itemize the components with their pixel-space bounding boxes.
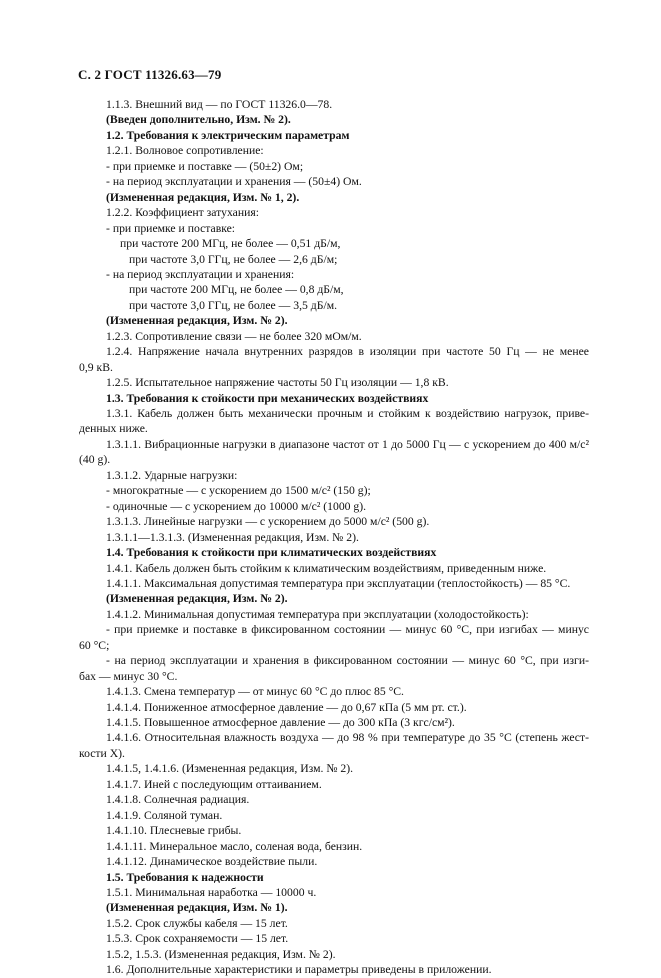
- text-line: 1.4.1.4. Пониженное атмосферное давление — до 0,67 кПа (5 мм рт. ст.).: [106, 700, 467, 714]
- text-line: - многократные — с ускорением до 1500 м/с² (150 g);: [106, 484, 371, 498]
- text-line: 1.2.5. Испытательное напряжение частоты 50 Гц изоляции — 1,8 кВ.: [106, 376, 449, 390]
- text-line: 1.5.3. Срок сохраняемости — 15 лет.: [106, 932, 289, 946]
- text-line: 1.5.2. Срок службы кабеля — 15 лет.: [106, 916, 288, 930]
- text-line: при частоте 200 МГц, не более — 0,51 дБ/м,: [120, 237, 341, 251]
- text-line: (Измененная редакция, Изм. № 1, 2).: [106, 190, 300, 204]
- text-line: 1.5. Требования к надежности: [106, 870, 264, 884]
- text-line: 1.2.2. Коэффициент затухания:: [106, 206, 259, 220]
- text-line: - при приемке и поставке — (50±2) Ом;: [106, 159, 304, 173]
- text-line: (Введен дополнительно, Изм. № 2).: [106, 113, 291, 127]
- text-line: 0,9 кВ.: [79, 360, 113, 374]
- text-line: (Измененная редакция, Изм. № 2).: [106, 314, 288, 328]
- text-line: - одиночные — с ускорением до 10000 м/с² (1000 g).: [106, 499, 367, 513]
- text-line: 1.3.1.2. Ударные нагрузки:: [106, 468, 238, 482]
- text-line: 1.4.1.7. Иней с последующим оттаиванием.: [106, 777, 322, 791]
- text-line: 1.3.1.1—1.3.1.3. (Измененная редакция, Изм. № 2).: [106, 530, 359, 544]
- text-line: 60 °С;: [79, 638, 110, 652]
- text-line: 1.2.1. Волновое сопротивление:: [106, 144, 264, 158]
- text-line: - при приемке и поставке в фиксированном состоянии — минус 60 °С, при изгибах — минус: [106, 623, 589, 637]
- text-line: при частоте 3,0 ГГц, не более — 2,6 дБ/м;: [129, 252, 338, 266]
- text-line: при частоте 3,0 ГГц, не более — 3,5 дБ/м.: [129, 298, 338, 312]
- text-line: 1.4.1.10. Плесневые грибы.: [106, 824, 242, 838]
- text-line: 1.4.1.3. Смена температур — от минус 60 °С до плюс 85 °С.: [106, 685, 404, 699]
- text-line: денных ниже.: [79, 422, 148, 436]
- text-line: 1.4.1.11. Минеральное масло, соленая вода, бензин.: [106, 839, 363, 853]
- text-line: (40 g).: [79, 453, 111, 467]
- text-line: - на период эксплуатации и хранения — (50±4) Ом.: [106, 175, 362, 189]
- page-header: С. 2 ГОСТ 11326.63—79: [78, 67, 222, 82]
- text-line: 1.4.1.5. Повышенное атмосферное давление — до 300 кПа (3 кгс/см²).: [106, 716, 455, 729]
- text-line: 1.2. Требования к электрическим параметрам: [106, 128, 350, 142]
- text-line: бах — минус 30 °С.: [79, 669, 178, 683]
- text-line: - на период эксплуатации и хранения в фиксированном состоянии — минус 60 °С, при изги-: [106, 654, 589, 668]
- text-line: 1.3.1. Кабель должен быть механически прочным и стойким к воздействию нагрузок, приве-: [106, 407, 589, 420]
- text-line: (Измененная редакция, Изм. № 2).: [106, 592, 288, 606]
- text-line: 1.1.3. Внешний вид — по ГОСТ 11326.0—78.: [106, 98, 333, 111]
- text-line: 1.4.1.5, 1.4.1.6. (Измененная редакция, Изм. № 2).: [106, 762, 354, 776]
- text-line: 1.2.4. Напряжение начала внутренних разрядов в изоляции при частоте 50 Гц — не менее: [106, 345, 589, 359]
- text-line: 1.3.1.3. Линейные нагрузки — с ускорением до 5000 м/с² (500 g).: [106, 515, 430, 529]
- text-line: 1.5.1. Минимальная наработка — 10000 ч.: [106, 885, 317, 899]
- text-line: 1.6. Дополнительные характеристики и параметры приведены в приложении.: [106, 963, 492, 977]
- text-line: - на период эксплуатации и хранения:: [106, 267, 295, 281]
- text-line: 1.4.1.2. Минимальная допустимая температура при эксплуатации (холодостойкость):: [106, 607, 529, 621]
- text-line: 1.2.3. Сопротивление связи — не более 320 мОм/м.: [106, 329, 362, 343]
- text-line: 1.3.1.1. Вибрационные нагрузки в диапазоне частот от 1 до 5000 Гц — с ускорением до 400 м/с²: [106, 437, 589, 451]
- text-line: при частоте 200 МГц, не более — 0,8 дБ/м,: [129, 283, 344, 297]
- text-line: - при приемке и поставке:: [106, 221, 236, 235]
- text-line: 1.4.1.9. Соляной туман.: [106, 808, 223, 822]
- text-line: 1.4. Требования к стойкости при климатических воздействиях: [106, 546, 437, 560]
- text-line: кости X).: [79, 746, 125, 760]
- text-line: 1.4.1.8. Солнечная радиация.: [106, 793, 250, 807]
- text-line: 1.5.2, 1.5.3. (Измененная редакция, Изм. № 2).: [106, 947, 336, 961]
- text-line: 1.4.1. Кабель должен быть стойким к климатическим воздействиям, приведенным ниже.: [106, 561, 547, 575]
- text-line: 1.3. Требования к стойкости при механических воздействиях: [106, 391, 429, 405]
- text-line: 1.4.1.12. Динамическое воздействие пыли.: [106, 855, 318, 869]
- text-line: 1.4.1.6. Относительная влажность воздуха — до 98 % при температуре до 35 °С (степень жест-: [106, 731, 589, 745]
- text-line: (Измененная редакция, Изм. № 1).: [106, 901, 288, 915]
- text-line: 1.4.1.1. Максимальная допустимая температура при эксплуатации (теплостойкость) — 85 °С.: [106, 576, 571, 590]
